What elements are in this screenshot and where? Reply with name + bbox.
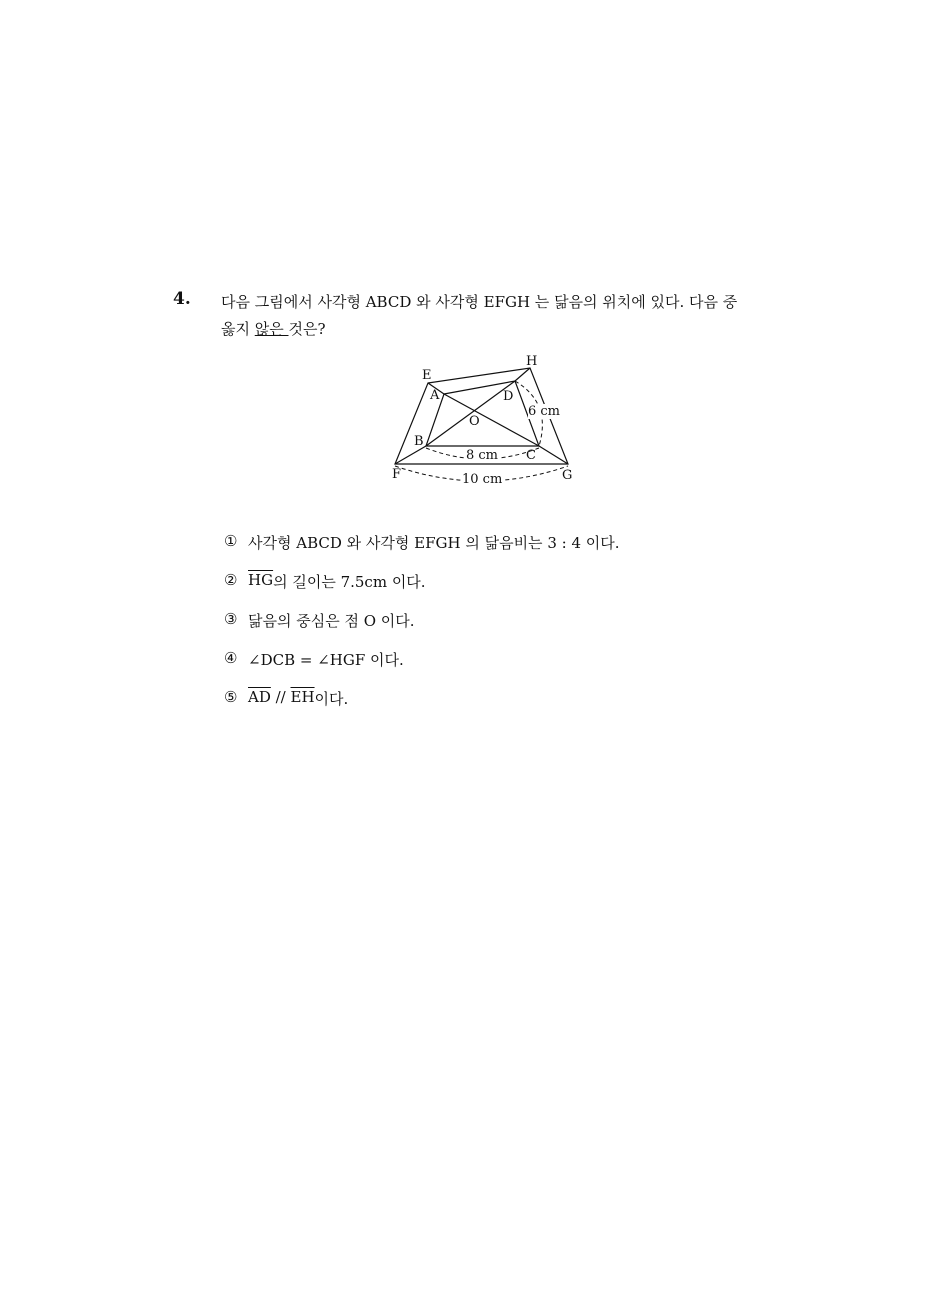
point-label-e: E <box>422 368 432 383</box>
line-g-c <box>539 446 568 464</box>
figure-svg <box>380 348 600 490</box>
dim-label-6cm: 6 cm <box>528 404 561 419</box>
question-text <box>221 289 761 343</box>
segment-eh: $\overline{EH}$ <box>290 688 315 706</box>
option-number: ③ <box>224 610 238 628</box>
point-label-a: A <box>430 388 440 403</box>
dim-label-10cm: 10 cm <box>462 472 503 487</box>
question-number: 4. <box>173 289 191 309</box>
point-label-d: D <box>503 389 514 404</box>
option-text: 의 길이는 7.5cm 이다. <box>273 573 426 591</box>
question-emphasis: 않은 <box>254 320 289 338</box>
question-line-1: 다음 그림에서 사각형 ABCD 와 사각형 EFGH 는 닮음의 위치에 있다. 다음 중 <box>221 293 738 311</box>
question-line-2-end: 것은? <box>288 320 326 338</box>
point-label-h: H <box>526 354 538 369</box>
question-line-2 <box>221 316 761 343</box>
geometry-figure <box>380 348 600 490</box>
option-text: 이다. <box>314 690 349 708</box>
option-number: ⑤ <box>224 688 238 706</box>
dim-label-8cm: 8 cm <box>466 448 499 463</box>
point-label-b: B <box>414 434 424 449</box>
option-3[interactable] <box>224 610 620 649</box>
option-number: ① <box>224 532 238 550</box>
answer-options <box>224 532 620 727</box>
option-text: 닮음의 중심은 점 O 이다. <box>248 612 415 630</box>
option-number: ② <box>224 571 238 589</box>
segment-ad: $\overline{AD}$ <box>248 688 271 706</box>
point-label-g: G <box>562 468 573 483</box>
parallel-symbol: // <box>270 688 291 706</box>
option-5[interactable] <box>224 688 620 727</box>
option-text: 사각형 ABCD 와 사각형 EFGH 의 닮음비는 3 : 4 이다. <box>248 534 620 552</box>
option-number: ④ <box>224 649 238 667</box>
option-text: ∠DCB = ∠HGF 이다. <box>248 651 404 669</box>
segment-hg: $\overline{HG}$ <box>248 571 274 589</box>
point-label-o: O <box>469 414 480 429</box>
option-2[interactable] <box>224 571 620 610</box>
point-label-f: F <box>392 467 402 482</box>
option-1[interactable] <box>224 532 620 571</box>
option-4[interactable] <box>224 649 620 688</box>
question-line-2-start: 옳지 <box>221 320 255 338</box>
point-label-c: C <box>526 448 536 463</box>
diagonal-ac <box>444 394 539 446</box>
